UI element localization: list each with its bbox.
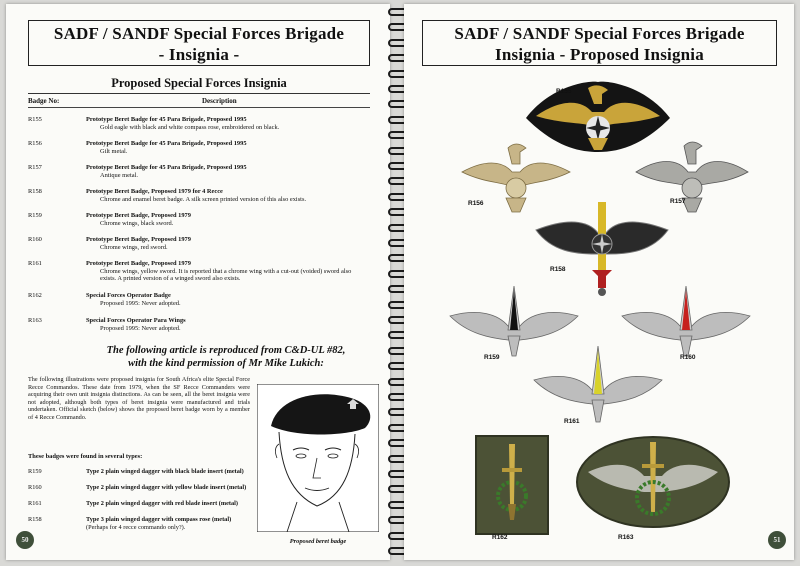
- badge-code: R162: [28, 292, 42, 299]
- badge-r163-image: [574, 434, 732, 530]
- label-r156: R156: [468, 200, 484, 207]
- badge-code: R157: [28, 164, 42, 171]
- badge-title: Special Forces Operator Para Wings: [86, 317, 186, 324]
- badge-title: Special Forces Operator Badge: [86, 292, 171, 299]
- badge-text: Chrome wings, black sword.: [100, 219, 174, 227]
- label-r162: R162: [492, 534, 508, 541]
- page-number-left: 50: [16, 531, 34, 549]
- left-title-line2: - Insignia -: [158, 45, 240, 64]
- column-header-badge: Badge No:: [28, 97, 60, 105]
- type-text: Type 3 plain winged dagger with compass rose (metal): [86, 516, 232, 523]
- types-heading: These badges were found in several types:: [28, 453, 143, 460]
- article-credit: [76, 344, 376, 370]
- type-text: Type 2 plain winged dagger with red blade insert (metal): [86, 500, 239, 507]
- right-title-line1: SADF / SANDF Special Forces Brigade: [454, 24, 745, 43]
- left-title-line1: SADF / SANDF Special Forces Brigade: [53, 24, 345, 43]
- column-divider: [28, 107, 370, 108]
- label-r158: R158: [550, 266, 566, 273]
- badge-text: Chrome and enamel beret badge. A silk screen printed version of this also exists.: [100, 195, 307, 203]
- badge-r161-image: [532, 346, 664, 424]
- badge-code: R158: [28, 188, 42, 195]
- badge-code: R155: [28, 116, 42, 123]
- type-text: Type 2 plain winged dagger with yellow blade insert (metal): [86, 484, 247, 491]
- label-r163: R163: [618, 534, 634, 541]
- section-subtitle: Proposed Special Forces Insignia: [111, 76, 287, 90]
- article-paragraph: The following illustrations were proposed insignia for South Africa's elite Special Force Recce Commandos. These date from 1979, when the SF Recce Commanders were acquiring their own unit insignia distinctions. As can be seen, all the beret insignia were not adopted, although both types of beret insignia were manufactured and trials undertaken. Official sketch (below) shows the proposed beret badge worn by a member of 4 Recce Commando.: [28, 376, 250, 421]
- badge-text: Proposed 1995: Never adopted.: [100, 324, 181, 332]
- type-code: R161: [28, 500, 42, 507]
- subtitle-divider: [28, 93, 370, 94]
- right-title-box: [422, 20, 777, 66]
- type-code: R158: [28, 516, 42, 523]
- right-page: [404, 4, 794, 560]
- type-note: (Perhaps for 4 recce commando only?).: [86, 523, 186, 531]
- badge-text: Proposed 1995: Never adopted.: [100, 299, 181, 307]
- label-r160: R160: [680, 354, 696, 361]
- badge-text: Gilt metal.: [100, 147, 128, 155]
- type-text: Type 2 plain winged dagger with black blade insert (metal): [86, 468, 244, 475]
- label-r159: R159: [484, 354, 500, 361]
- label-r157: R157: [670, 198, 686, 205]
- badge-title: Prototype Beret Badge for 45 Para Brigade, Proposed 1995: [86, 164, 247, 171]
- badge-r162-image: [474, 434, 550, 536]
- left-title-box: [28, 20, 370, 66]
- badge-title: Prototype Beret Badge for 45 Para Brigade, Proposed 1995: [86, 140, 247, 147]
- article-credit-line1: The following article is reproduced from C&D-UL #82,: [106, 345, 346, 356]
- badge-title: Prototype Beret Badge for 45 Para Brigade, Proposed 1995: [86, 116, 247, 123]
- badge-code: R159: [28, 212, 42, 219]
- badge-title: Prototype Beret Badge, Proposed 1979: [86, 212, 191, 219]
- badge-code: R161: [28, 260, 42, 267]
- badge-text: Chrome wings, yellow sword. It is reported that a chrome wing with a cut-out (voided) sword also exists. A printed version of a winged sword also exists.: [100, 267, 352, 283]
- page-number-right: 51: [768, 531, 786, 549]
- badge-code: R156: [28, 140, 42, 147]
- badge-code: R163: [28, 317, 42, 324]
- right-title-line2: Insignia - Proposed Insignia: [495, 45, 704, 64]
- badge-text: Chrome wings, red sword.: [100, 243, 168, 251]
- beret-sketch-image: [257, 384, 379, 532]
- badge-text: Antique metal.: [100, 171, 138, 179]
- badge-title: Prototype Beret Badge, Proposed 1979 for 4 Recce: [86, 188, 223, 195]
- column-header-description: Description: [202, 97, 237, 105]
- badge-title: Prototype Beret Badge, Proposed 1979: [86, 236, 191, 243]
- article-credit-line2: with the kind permission of Mr Mike Lukich:: [128, 358, 324, 369]
- badge-title: Prototype Beret Badge, Proposed 1979: [86, 260, 191, 267]
- badge-code: R160: [28, 236, 42, 243]
- label-r155: R155: [556, 88, 572, 95]
- sketch-caption: Proposed beret badge: [289, 538, 347, 545]
- badge-r158-image: [532, 200, 672, 298]
- type-code: R159: [28, 468, 42, 475]
- left-page: [6, 4, 390, 560]
- label-r161: R161: [564, 418, 580, 425]
- badge-text: Gold eagle with black and white compass rose, embroidered on black.: [100, 123, 280, 131]
- type-code: R160: [28, 484, 42, 491]
